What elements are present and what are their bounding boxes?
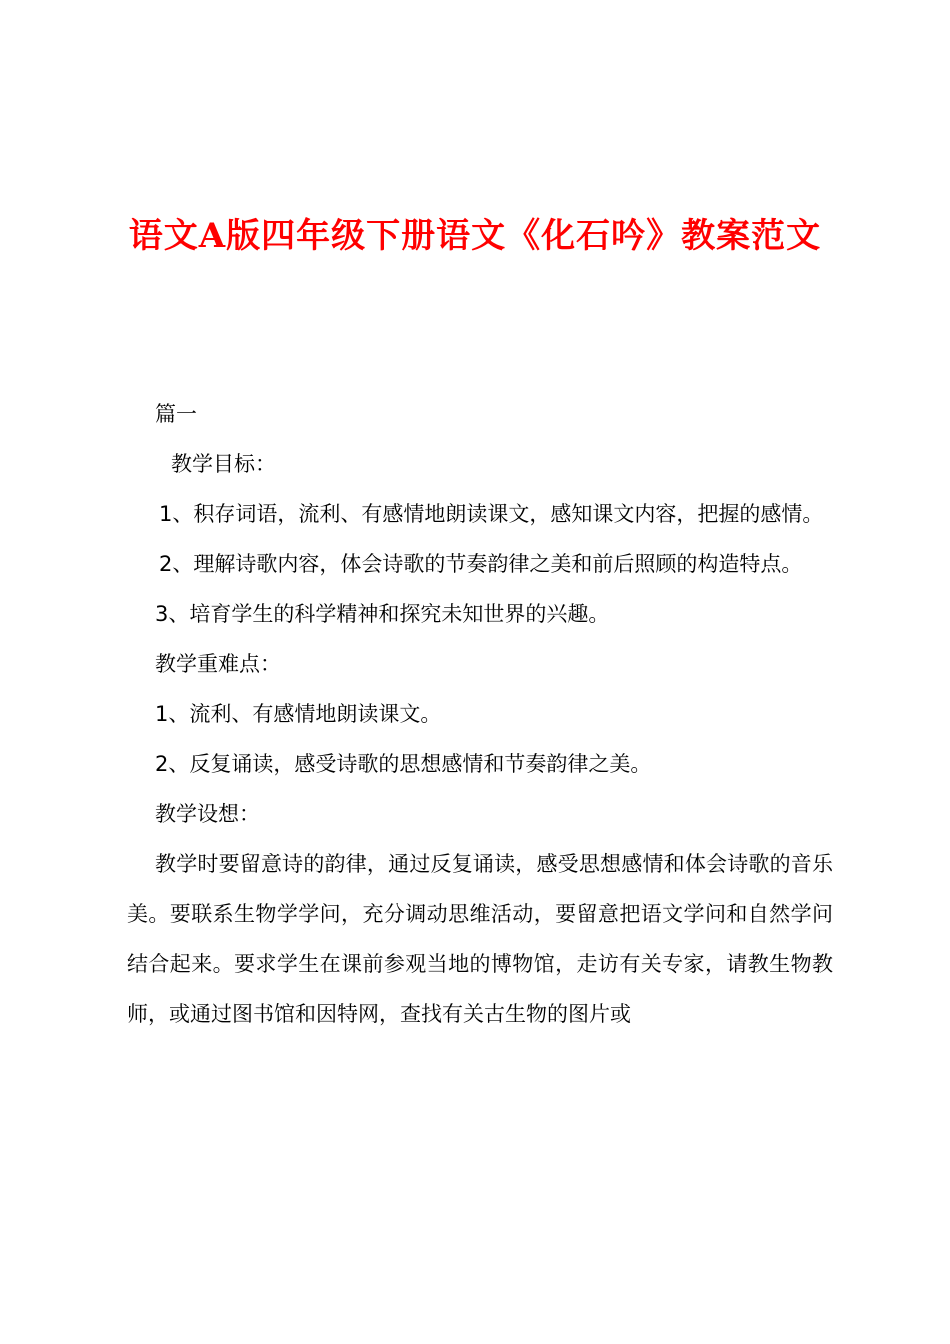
key-points-heading: 教学重难点：: [155, 652, 281, 676]
goal-item-3: 3、培育学生的科学精神和探究未知世界的兴趣。: [155, 602, 610, 626]
goal-item-1: 1、积存词语，流利、有感情地朗读课文，感知课文内容，把握的感情。: [159, 502, 824, 526]
teaching-design-heading: 教学设想：: [155, 802, 260, 826]
section-heading: 篇一: [155, 402, 197, 426]
document-title: 语文A版四年级下册语文《化石吟》教案范文: [128, 216, 822, 256]
teaching-goals-heading: 教学目标：: [171, 452, 276, 476]
key-point-item-1: 1、流利、有感情地朗读课文。: [155, 702, 442, 726]
document-body: [127, 389, 833, 1039]
teaching-design-paragraph: 教学时要留意诗的韵律，通过反复诵读，感受思想感情和体会诗歌的音乐美。要联系生物学学问，充分调动思维活动，要留意把语文学问和自然学问结合起来。要求学生在课前参观当地的博物馆，走访有关专家，请教生物教师，或通过图书馆和因特网，查找有关古生物的图片或: [127, 852, 833, 1026]
key-point-item-2: 2、反复诵读，感受诗歌的思想感情和节奏韵律之美。: [155, 752, 652, 776]
goal-item-2: 2、理解诗歌内容，体会诗歌的节奏韵律之美和前后照顾的构造特点。: [159, 552, 803, 576]
